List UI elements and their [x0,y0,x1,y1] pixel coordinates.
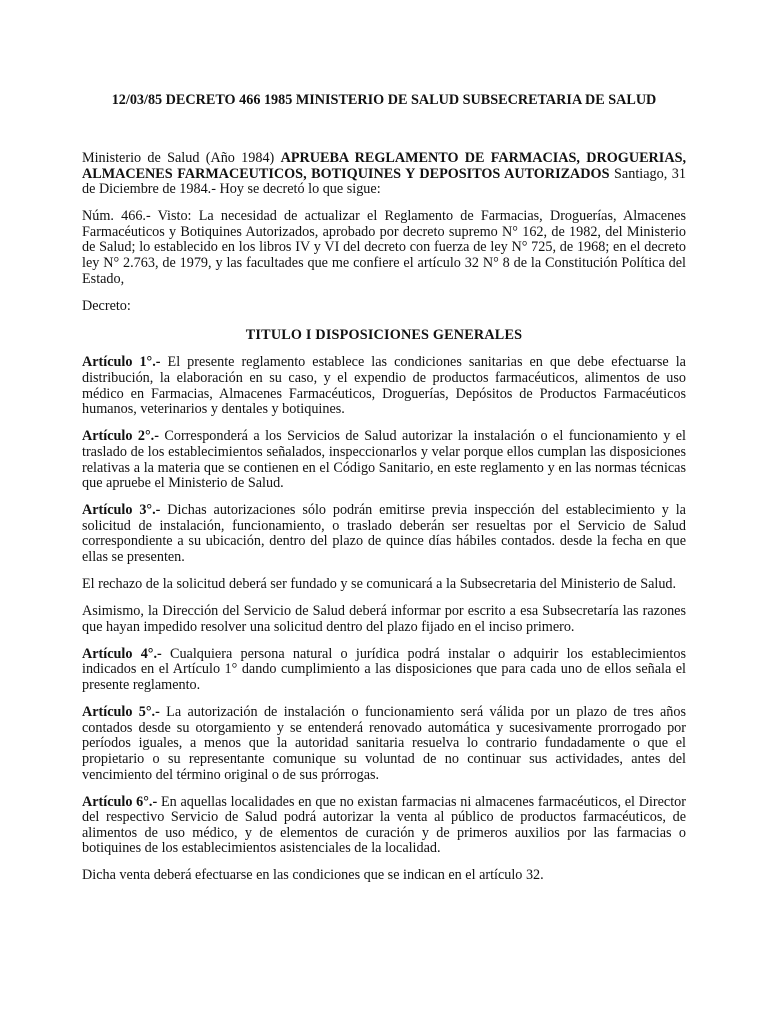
article-label: Artículo 4°.- [82,645,162,662]
intro-bold-title: APRUEBA REGLAMENTO DE FARMACIAS, DROGUERIAS, ALMACENES FARMACEUTICOS, BOTIQUINES Y DEPOSITOS AUTORIZADOS [82,150,687,182]
article-6 [82,795,686,857]
article-label: Artículo 5°.- [82,704,160,721]
article-text: Cualquiera persona natural o jurídica podrá instalar o adquirir los establecimientos indicados en el Artículo 1° dando cumplimiento a las disposiciones que para cada uno de ellos señala el presente reglamento. [82,645,686,694]
article-text: En aquellas localidades en que no existan farmacias ni almacenes farmacéuticos, el Director del respectivo Servicio de Salud podrá autorizar la venta al público de productos farmacéuticos, de alimentos de uso médico, y de elementos de curación y de primeros auxilios por las farmacias o botiquines de los establecimientos asistenciales de la localidad. [82,793,686,857]
document-body [82,151,686,896]
article-text: El presente reglamento establece las condiciones sanitarias en que debe efectuarse la distribución, la elaboración en su caso, y el expendio de productos farmacéuticos, alimentos de uso médico en Farmacias, Almacenes Farmacéuticos, Droguerías, Depósitos de Productos Farmacéuticos humanos, veterinarios y dentales y botiquines. [82,354,686,418]
article-label: Artículo 2°.- [82,428,159,445]
intro-lead: Ministerio de Salud (Año 1984) [82,150,281,166]
article-4 [82,647,686,694]
article-2 [82,429,686,491]
decreto-label: Decreto: [82,298,131,315]
article-3-paragraph-3: Asimismo, la Dirección del Servicio de Salud deberá informar por escrito a esa Subsecretaría las razones que hayan impedido resolver una solicitud dentro del plazo fijado en el inciso primero. [82,603,686,635]
article-text: La autorización de instalación o funcionamiento será válida por un plazo de tres años contados desde su otorgamiento y se entenderá renovado automática y sucesivamente prorrogado por períodos iguales, a menos que la autoridad sanitaria resuelva lo contrario fundadamente o que el propietario o su representante comunique su voluntad de no continuar sus actividades, antes del vencimiento del término original o de sus prórrogas. [82,704,686,783]
article-label: Artículo 1°.- [82,354,161,371]
article-label: Artículo 3°.- [82,502,161,519]
article-5 [82,705,686,783]
article-text: Dichas autorizaciones sólo podrán emitirse previa inspección del establecimiento y la solicitud de instalación, funcionamiento, o traslado deberán ser resueltas por el Servicio de Salud correspondiente a su ubicación, dentro del plazo de quince días hábiles contados. desde la fecha en que ellas se presenten. [82,502,686,565]
section-title: TITULO I DISPOSICIONES GENERALES [245,326,523,343]
document-title: 12/03/85 DECRETO 466 1985 MINISTERIO DE SALUD SUBSECRETARIA DE SALUD [111,92,657,108]
article-3-paragraph-2: El rechazo de la solicitud deberá ser fundado y se comunicará a la Subsecretaria del Ministerio de Salud. [82,576,677,593]
article-text: Corresponderá a los Servicios de Salud autorizar la instalación o el funcionamiento y el traslado de los establecimientos señalados, inspeccionarlos y velar porque ellos cumplan las disposiciones relativas a la materia que se contienen en el Código Sanitario, en este reglamento y en las normas técnicas que apruebe el Ministerio de Salud. [82,428,686,492]
article-6-paragraph-2: Dicha venta deberá efectuarse en las condiciones que se indican en el artículo 32. [82,867,544,884]
article-3 [82,503,686,565]
intro-tail: Santiago, 31 de Diciembre de 1984.- Hoy se decretó lo que sigue: [82,165,686,198]
article-1 [82,355,686,417]
article-label: Artículo 6°.- [82,793,158,810]
intro-paragraph [82,151,686,198]
visto-paragraph: Núm. 466.- Visto: La necesidad de actualizar el Reglamento de Farmacias, Droguerías, Almacenes Farmacéuticos y Botiquines Autorizados, aprobado por decreto supremo N° 162, de 1982, del Ministerio de Salud; lo establecido en los libros IV y VI del decreto con fuerza de ley N° 725, de 1968; en el decreto ley N° 2.763, de 1979, y las facultades que me confiere el artículo 32 N° 8 de la Constitución Política del Estado, [82,208,686,287]
